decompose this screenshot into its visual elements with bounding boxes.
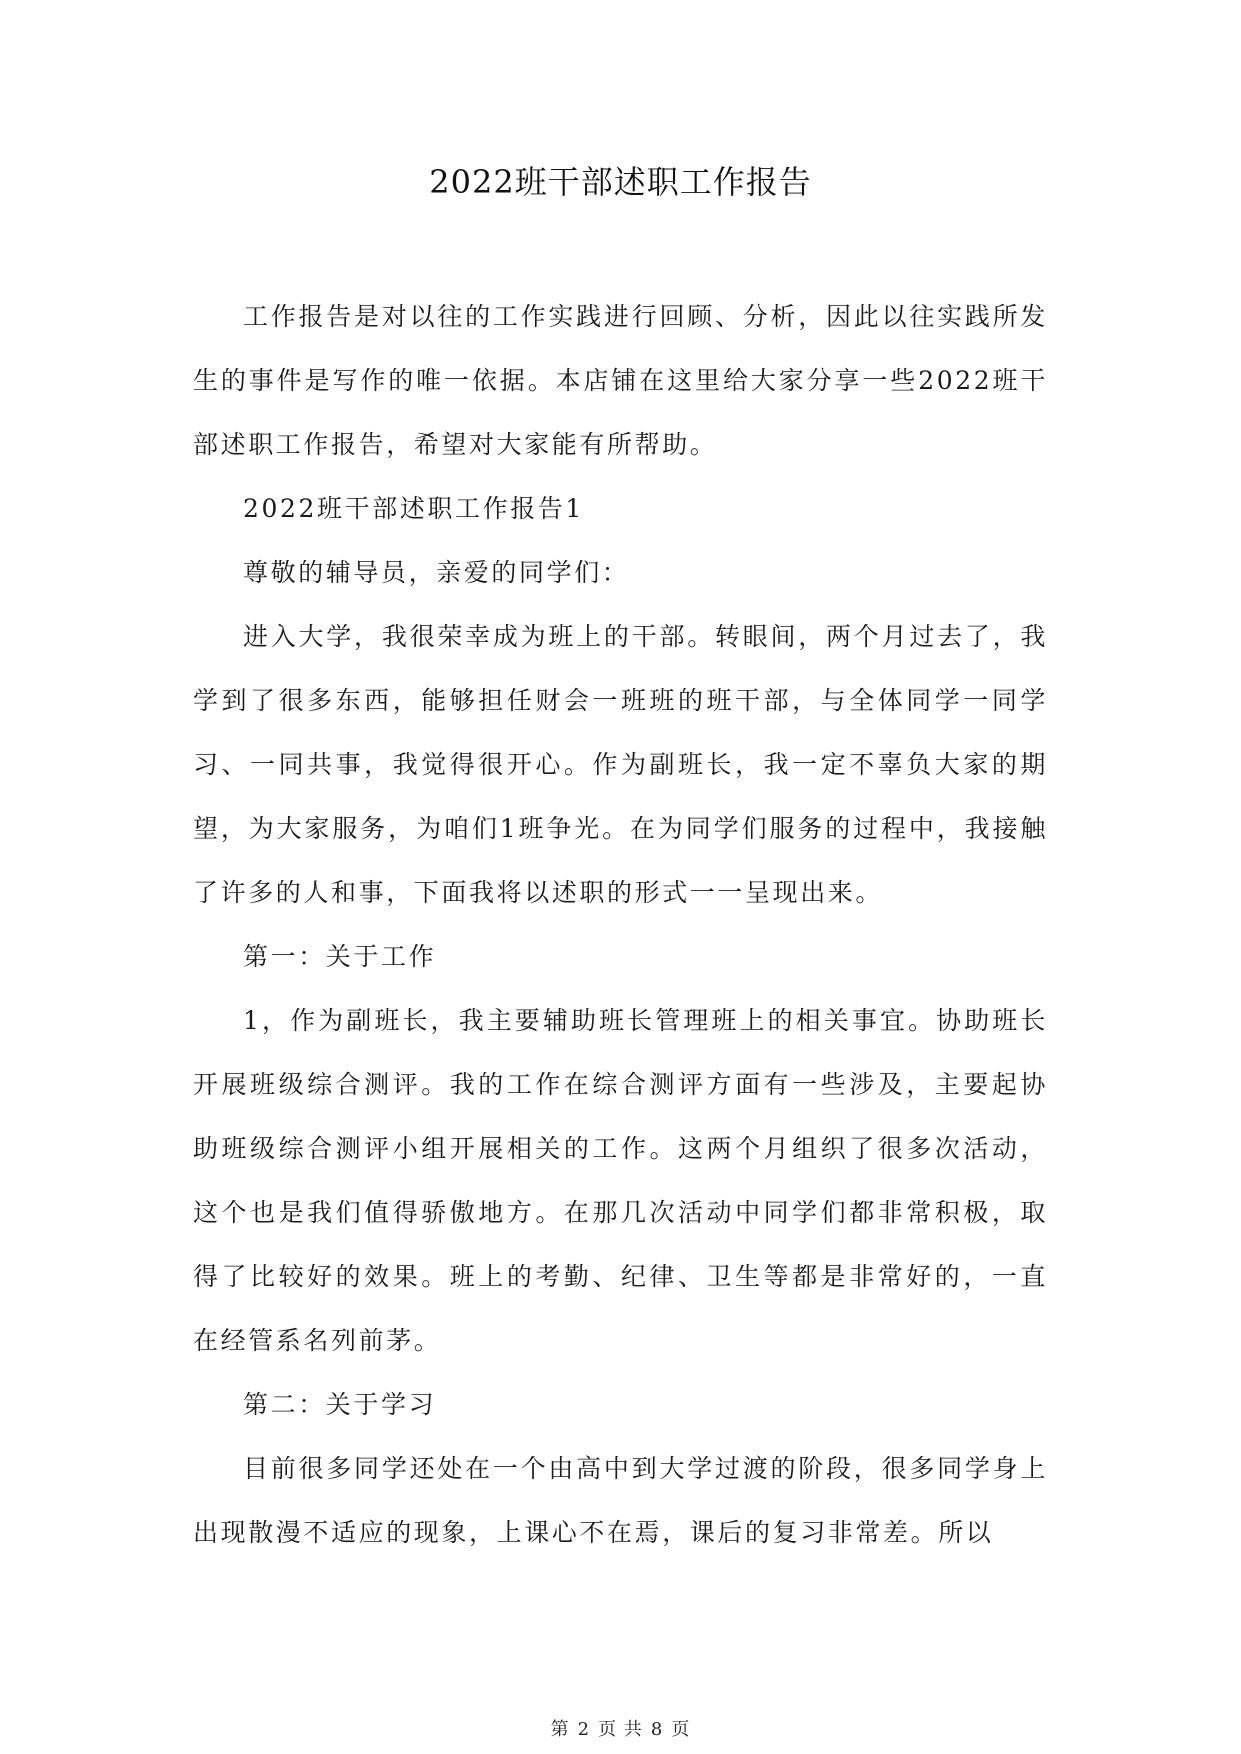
footer-middle: 页 共 <box>598 1719 643 1740</box>
footer-suffix: 页 <box>671 1719 691 1740</box>
paragraph-study-text: 目前很多同学还处在一个由高中到大学过渡的阶段，很多同学身上出现散漫不适应的现象，上课心不在焉，课后的复习非常差。所以 <box>193 1454 1048 1547</box>
report-subtitle: 2022班干部述职工作报告1 <box>243 494 584 523</box>
footer-prefix: 第 <box>550 1719 570 1740</box>
paragraph-intro: 工作报告是对以往的工作实践进行回顾、分析，因此以往实践所发生的事件是写作的唯一依据。本店铺在这里给大家分享一些2022班干部述职工作报告，希望对大家能有所帮助。 <box>193 302 1048 459</box>
page-footer <box>0 1718 1241 1742</box>
salutation: 尊敬的辅导员，亲爱的同学们： <box>243 558 630 587</box>
document-body <box>193 285 1048 1565</box>
section-heading-study: 第二：关于学习 <box>243 1390 437 1419</box>
document-title: 2022班干部述职工作报告 <box>429 163 812 201</box>
paragraph-work-text: 1，作为副班长，我主要辅助班长管理班上的相关事宜。协助班长开展班级综合测评。我的工作在综合测评方面有一些涉及，主要起协助班级综合测评小组开展相关的工作。这两个月组织了很多次活动，这个也是我们值得骄傲地方。在那几次活动中同学们都非常积极，取得了比较好的效果。班上的考勤、纪律、卫生等都是非常好的，一直在经管系名列前茅。 <box>193 1006 1048 1355</box>
section-heading-work: 第一：关于工作 <box>243 942 437 971</box>
paragraph-introduction-text: 进入大学，我很荣幸成为班上的干部。转眼间，两个月过去了，我学到了很多东西，能够担任财会一班班的班干部，与全体同学一同学习、一同共事，我觉得很开心。作为副班长，我一定不辜负大家的期望，为大家服务，为咱们1班争光。在为同学们服务的过程中，我接触了许多的人和事，下面我将以述职的形式一一呈现出来。 <box>193 622 1048 907</box>
total-pages-number: 8 <box>650 1719 664 1740</box>
current-page-number: 2 <box>577 1719 591 1740</box>
